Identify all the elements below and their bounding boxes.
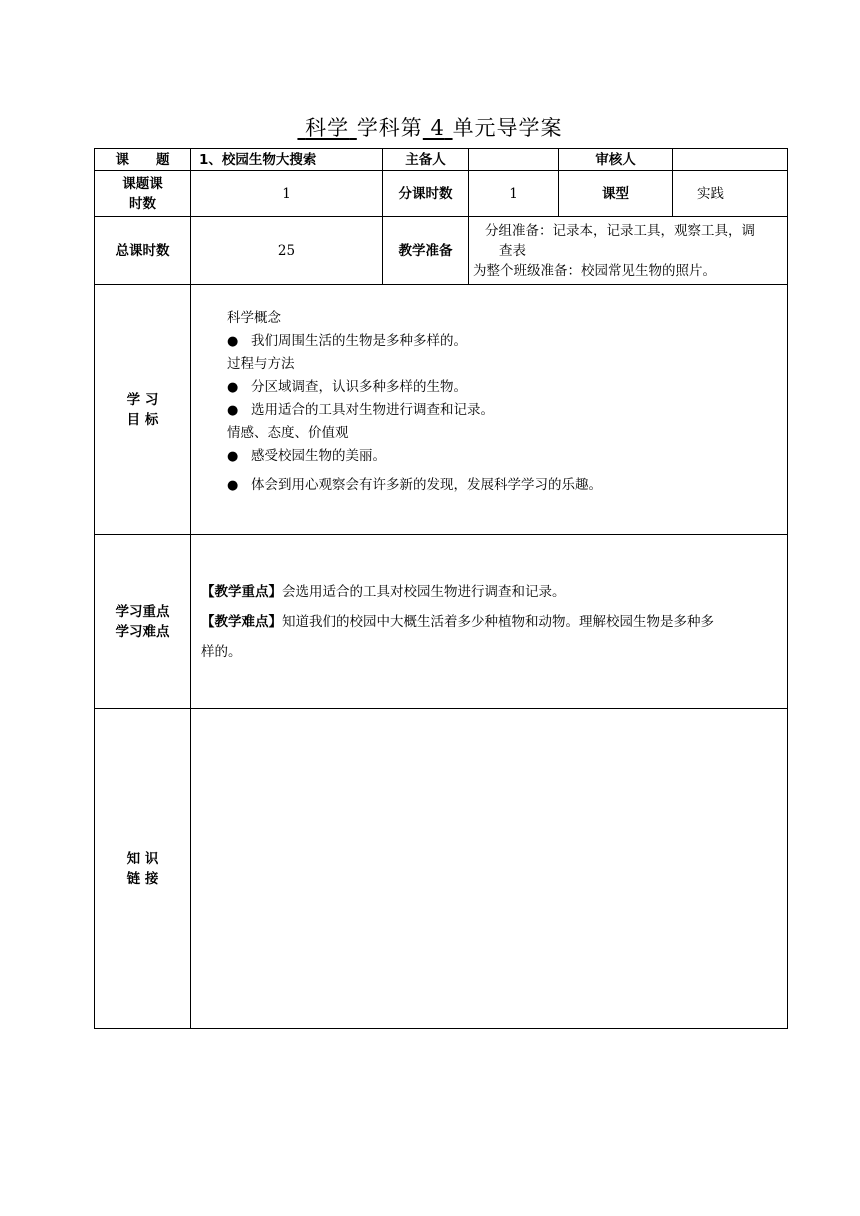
attitude-item-1: ●感受校园生物的美丽。 [227, 445, 787, 468]
bullet-icon [227, 445, 251, 468]
lesson-plan-table [94, 148, 788, 1029]
knowledge-label-line1: 知 识 [126, 850, 159, 867]
hours-label [95, 171, 191, 217]
sub-hours-value: 1 [469, 171, 559, 217]
title-mid: 学科第 [356, 116, 423, 140]
method-heading: 过程与方法 [227, 356, 295, 372]
total-label: 总课时数 [95, 217, 191, 285]
key-points-label-line2: 学习难点 [115, 623, 170, 640]
bullet-icon [227, 474, 251, 497]
attitude-heading: 情感、态度、价值观 [227, 425, 349, 441]
knowledge-content [191, 709, 788, 1029]
method-item-1: ●分区域调查，认识多种多样的生物。 [227, 376, 787, 399]
title-unit-number: 4 [430, 116, 445, 140]
page-title [0, 112, 860, 142]
difficulty-text: 知道我们的校园中大概生活着多少种植物和动物。理解校园生物是多种多 [282, 613, 714, 630]
row-objectives [95, 285, 788, 535]
topic-label: 课 题 [95, 149, 191, 171]
topic-value: 1、校园生物大搜索 [191, 149, 383, 171]
bullet-icon [227, 399, 251, 422]
objectives-content [191, 285, 788, 535]
row-total [95, 217, 788, 285]
prep-line-2: 查表 [499, 242, 526, 259]
prep-line-1: 分组准备：记录本，记录工具，观察工具，调 [485, 222, 755, 239]
preparer-value [469, 149, 559, 171]
hours-label-line2: 时数 [129, 195, 156, 212]
objectives-label-line1: 学 习 [126, 391, 159, 408]
difficulty-tag: 【教学难点】 [201, 613, 282, 630]
sub-hours-label: 分课时数 [383, 171, 469, 217]
title-suffix: 单元导学案 [452, 116, 563, 140]
key-points-content [191, 535, 788, 709]
key-points-label-line1: 学习重点 [115, 603, 170, 620]
preparer-label: 主备人 [383, 149, 469, 171]
reviewer-value [673, 149, 788, 171]
difficulty-line-2: 样的。 [201, 643, 242, 660]
hours-label-line1: 课题课 [122, 175, 163, 192]
knowledge-label [95, 709, 191, 1029]
bullet-icon [227, 376, 251, 399]
objectives-label [95, 285, 191, 535]
method-item-2: ●选用适合的工具对生物进行调查和记录。 [227, 399, 787, 422]
total-value: 25 [191, 217, 383, 285]
reviewer-label: 审核人 [559, 149, 673, 171]
row-topic [95, 149, 788, 171]
type-label: 课型 [559, 171, 673, 217]
concept-heading: 科学概念 [227, 310, 281, 326]
objectives-label-line2: 目 标 [126, 411, 159, 428]
title-subject: 科学 [305, 116, 350, 140]
difficulty-line [201, 607, 779, 637]
row-knowledge [95, 709, 788, 1029]
attitude-item-2: ●体会到用心观察会有许多新的发现，发展科学学习的乐趣。 [227, 474, 787, 497]
focus-text: 会选用适合的工具对校园生物进行调查和记录。 [282, 583, 566, 600]
prep-line-3: 为整个班级准备：校园常见生物的照片。 [473, 262, 716, 279]
prep-content [469, 217, 788, 285]
type-value: 实践 [673, 171, 788, 217]
prep-label: 教学准备 [383, 217, 469, 285]
key-points-label [95, 535, 191, 709]
focus-line [201, 577, 779, 607]
row-hours [95, 171, 788, 217]
knowledge-label-line2: 链 接 [126, 870, 159, 887]
row-key-points [95, 535, 788, 709]
hours-value: 1 [191, 171, 383, 217]
concept-item-1: ●我们周围生活的生物是多种多样的。 [227, 330, 787, 353]
focus-tag: 【教学重点】 [201, 583, 282, 600]
bullet-icon [227, 330, 251, 353]
